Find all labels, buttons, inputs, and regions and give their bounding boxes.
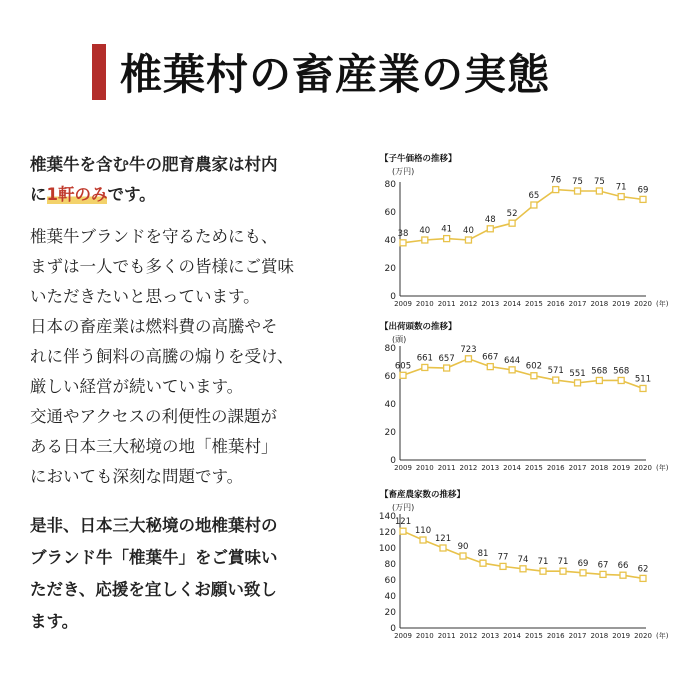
x-tick-label: 2009	[394, 632, 412, 640]
data-label: 110	[414, 526, 432, 536]
y-tick-label: 40	[384, 236, 396, 246]
data-point	[444, 365, 450, 371]
closing-line: ブランド牛「椎葉牛」をご賞味い	[30, 548, 278, 567]
data-label: 48	[484, 214, 496, 225]
x-tick-label: 2020	[634, 632, 652, 640]
data-label: 71	[615, 182, 627, 193]
data-label: 121	[394, 517, 412, 528]
series-line	[403, 190, 643, 243]
data-label: 66	[617, 561, 629, 572]
y-tick-label: 0	[390, 456, 396, 466]
data-point	[600, 571, 606, 577]
x-tick-label: 2011	[437, 300, 456, 308]
data-label: 602	[525, 361, 543, 372]
data-label: 41	[441, 224, 453, 235]
data-label: 71	[537, 557, 549, 568]
data-label: 605	[394, 361, 412, 372]
x-tick-label: 2010	[415, 632, 434, 640]
data-point	[465, 237, 471, 243]
data-label: 65	[528, 191, 540, 201]
calf-price-chart-svg	[362, 150, 692, 315]
data-point	[422, 237, 428, 243]
y-tick-label: 120	[378, 528, 396, 538]
chart-title: 【子牛価格の推移】	[380, 154, 457, 164]
y-tick-label: 60	[384, 372, 396, 382]
x-tick-label: 2009	[394, 300, 412, 308]
data-point	[531, 373, 537, 379]
chart-title: 【畜産農家数の推移】	[380, 490, 466, 500]
highlight-number: 1	[46, 185, 58, 204]
data-label: 75	[593, 177, 605, 187]
data-point	[618, 194, 624, 200]
y-tick-label: 0	[390, 292, 396, 302]
data-point	[487, 364, 493, 370]
x-tick-label: 2015	[524, 632, 543, 640]
x-tick-label: 2019	[612, 300, 631, 308]
data-label: 568	[591, 366, 608, 377]
x-tick-label: 2013	[481, 632, 500, 640]
data-point	[575, 380, 581, 386]
data-point	[400, 372, 406, 378]
data-point	[618, 377, 624, 383]
data-point	[509, 367, 515, 373]
x-tick-label: 2018	[590, 464, 609, 472]
data-label: 69	[577, 558, 589, 569]
closing-line: ただき、応援を宜しくお願い致し	[30, 580, 277, 599]
description-block	[30, 150, 355, 638]
x-tick-label: 2015	[524, 300, 543, 308]
data-point	[400, 240, 406, 246]
intro-prefix: に	[30, 185, 47, 204]
y-tick-label: 0	[390, 624, 396, 634]
x-tick-label: 2011	[437, 464, 456, 472]
body-line: 日本の畜産業は燃料費の高騰やそ	[30, 317, 278, 336]
x-unit-label: (年)	[656, 464, 669, 472]
data-label: 62	[637, 564, 649, 575]
data-point	[596, 188, 602, 194]
data-label: 551	[569, 368, 586, 379]
y-tick-label: 60	[384, 208, 396, 218]
data-label: 69	[637, 185, 649, 196]
data-point	[640, 385, 646, 391]
data-label: 67	[597, 560, 609, 571]
x-tick-label: 2010	[415, 300, 434, 308]
x-unit-label: (年)	[656, 632, 669, 640]
data-point	[444, 236, 450, 242]
body-line: 厳しい経営が続いています。	[30, 377, 244, 396]
y-tick-label: 100	[378, 544, 396, 554]
x-tick-label: 2017	[568, 464, 587, 472]
x-tick-label: 2015	[524, 464, 543, 472]
data-label: 40	[419, 226, 431, 236]
x-tick-label: 2013	[481, 300, 500, 308]
data-label: 657	[438, 354, 455, 365]
page-title: 椎葉村の畜産業の実態	[120, 50, 551, 99]
chart-title: 【出荷頭数の推移】	[380, 322, 457, 332]
x-tick-label: 2011	[437, 632, 456, 640]
data-point	[487, 226, 493, 232]
body-line: 椎葉牛ブランドを守るためにも、	[30, 227, 278, 246]
body-line: いただきたいと思っています。	[30, 287, 260, 306]
x-tick-label: 2013	[481, 464, 500, 472]
title-accent-bar	[92, 44, 106, 100]
x-tick-label: 2012	[459, 464, 478, 472]
calf-price-chart	[362, 150, 692, 315]
x-tick-label: 2019	[612, 464, 631, 472]
x-unit-label: (年)	[656, 300, 669, 308]
y-tick-label: 80	[384, 560, 396, 570]
data-point	[640, 196, 646, 202]
data-point	[580, 570, 586, 576]
x-tick-label: 2017	[568, 300, 587, 308]
data-label: 571	[547, 366, 564, 377]
data-label: 71	[557, 557, 569, 568]
data-point	[509, 220, 515, 226]
data-label: 121	[434, 534, 452, 544]
data-label: 76	[550, 175, 562, 186]
y-unit-label: (頭)	[392, 335, 407, 344]
page-header	[92, 42, 550, 102]
x-tick-label: 2012	[459, 632, 478, 640]
y-tick-label: 20	[384, 264, 396, 274]
data-label: 667	[482, 352, 499, 363]
x-tick-label: 2016	[546, 300, 565, 308]
intro-line-2	[30, 180, 355, 210]
data-point	[560, 568, 566, 574]
body-line: ある日本三大秘境の地「椎葉村」	[30, 437, 278, 456]
data-label: 661	[416, 353, 433, 364]
intro-line-1: 椎葉牛を含む牛の肥育農家は村内	[30, 155, 278, 174]
data-label: 644	[503, 355, 521, 366]
y-tick-label: 60	[384, 576, 396, 586]
y-tick-label: 40	[384, 400, 396, 410]
x-tick-label: 2018	[590, 300, 609, 308]
x-tick-label: 2019	[612, 632, 631, 640]
data-point	[480, 560, 486, 566]
data-label: 40	[463, 226, 474, 236]
x-tick-label: 2014	[503, 300, 522, 308]
data-point	[575, 188, 581, 194]
closing-line: ます。	[30, 612, 79, 631]
x-tick-label: 2020	[634, 464, 652, 472]
data-point	[531, 202, 537, 208]
data-point	[553, 187, 559, 193]
y-tick-label: 20	[384, 608, 396, 618]
data-label: 38	[397, 228, 409, 239]
shipment-count-chart	[362, 318, 692, 483]
data-label: 511	[634, 374, 652, 385]
y-tick-label: 80	[384, 180, 396, 190]
data-label: 77	[497, 552, 509, 563]
data-point	[596, 377, 602, 383]
body-line: れに伴う飼料の高騰の煽りを受け、	[30, 347, 294, 366]
body-line: 交通やアクセスの利便性の課題が	[30, 407, 278, 426]
x-tick-label: 2016	[546, 632, 565, 640]
data-point	[460, 553, 466, 559]
data-point	[500, 563, 506, 569]
x-tick-label: 2020	[634, 300, 652, 308]
data-point	[440, 545, 446, 551]
x-tick-label: 2010	[415, 464, 434, 472]
y-tick-label: 20	[384, 428, 396, 438]
y-tick-label: 40	[384, 592, 396, 602]
x-tick-label: 2014	[503, 632, 522, 640]
data-label: 74	[517, 554, 529, 565]
intro-suffix: です。	[107, 185, 156, 204]
data-point	[420, 537, 426, 543]
shipment-count-chart-svg	[362, 318, 692, 483]
farm-count-chart-svg	[362, 486, 692, 651]
highlight-text: 軒のみ	[57, 185, 108, 204]
data-point	[540, 568, 546, 574]
farm-count-chart	[362, 486, 692, 651]
body-line: まずは一人でも多くの皆様にご賞味	[30, 257, 294, 276]
y-tick-label: 80	[384, 344, 396, 354]
data-label: 81	[477, 549, 489, 560]
data-label: 723	[460, 344, 477, 355]
closing-block	[30, 510, 355, 638]
x-tick-label: 2018	[590, 632, 609, 640]
data-label: 75	[572, 177, 583, 187]
body-line: においても深刻な問題です。	[30, 467, 244, 486]
closing-line: 是非、日本三大秘境の地椎葉村の	[30, 516, 278, 535]
y-tick-label: 140	[378, 512, 396, 522]
x-tick-label: 2014	[503, 464, 522, 472]
y-unit-label: (万円)	[392, 503, 415, 512]
data-point	[640, 575, 646, 581]
data-label: 52	[506, 209, 518, 220]
x-tick-label: 2017	[568, 632, 587, 640]
data-point	[553, 377, 559, 383]
data-point	[520, 566, 526, 572]
highlight-one-farm	[47, 185, 108, 204]
data-label: 568	[613, 366, 630, 377]
data-point	[620, 572, 626, 578]
x-tick-label: 2016	[546, 464, 565, 472]
y-unit-label: (万円)	[392, 167, 415, 176]
data-point	[465, 356, 471, 362]
data-point	[422, 364, 428, 370]
data-point	[400, 528, 406, 534]
data-label: 90	[457, 542, 469, 552]
x-tick-label: 2012	[459, 300, 478, 308]
x-tick-label: 2009	[394, 464, 412, 472]
